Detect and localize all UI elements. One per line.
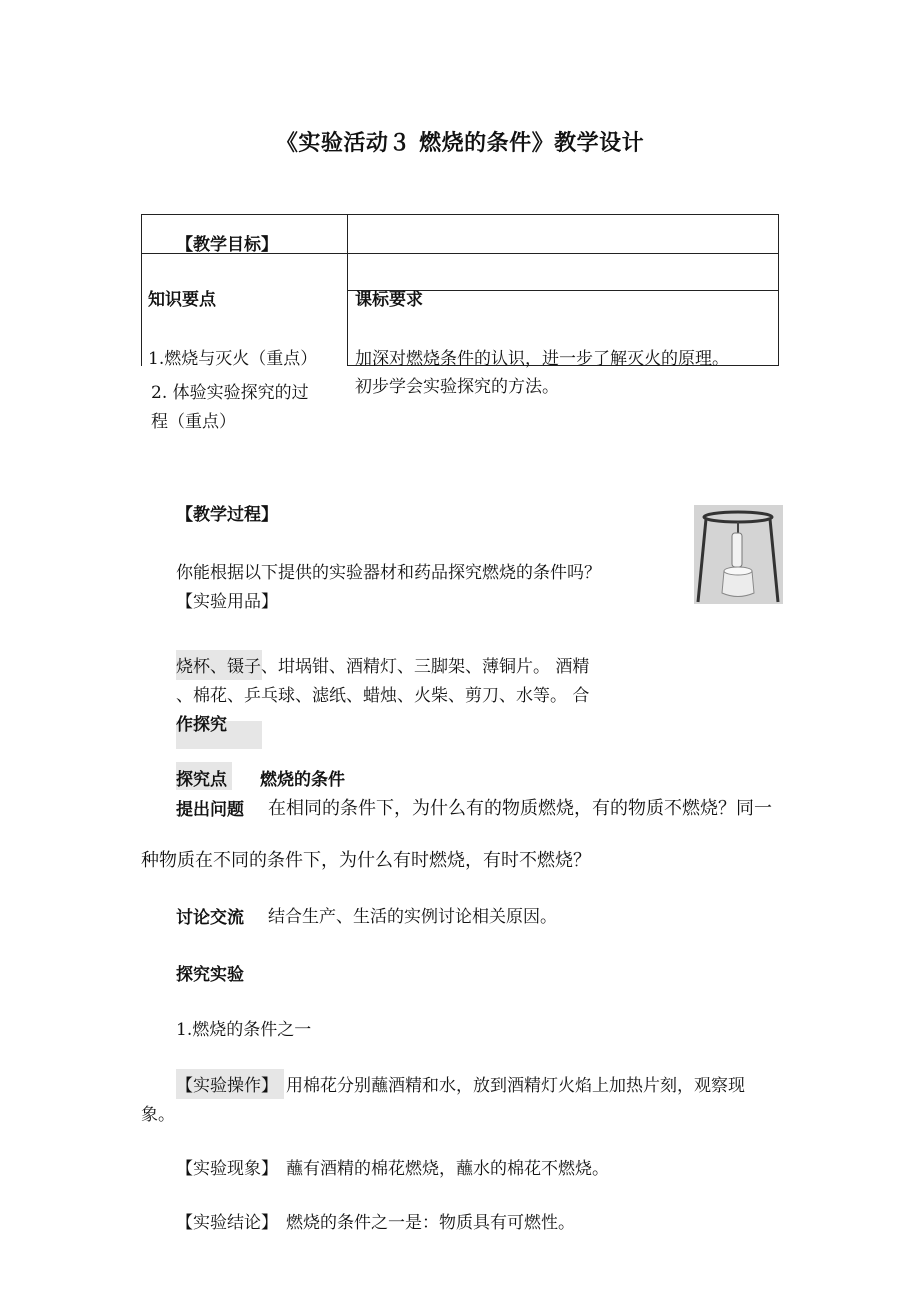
raise-question-line-2: 种物质在不同的条件下，为什么有时燃烧，有时不燃烧？ xyxy=(141,850,591,871)
process-heading: 【教学过程】 xyxy=(176,505,278,525)
tripod-drawing xyxy=(694,505,783,604)
objectives-heading: 【教学目标】 xyxy=(176,235,278,255)
conclusion-text: 燃烧的条件之一是：物质具有可燃性。 xyxy=(286,1213,575,1233)
discuss-label: 讨论交流 xyxy=(176,908,244,928)
inquiry-point-text: 燃烧的条件 xyxy=(260,770,345,790)
supplies-line-3: 作探究 xyxy=(176,715,227,735)
supplies-line-2: 、棉花、乒乓球、滤纸、蜡烛、火柴、剪刀、水等。 合 xyxy=(176,686,590,706)
table-border-top xyxy=(141,214,779,215)
tripod-apparatus-image xyxy=(694,505,783,604)
discuss-text: 结合生产、生活的实例讨论相关原因。 xyxy=(268,907,557,927)
condition-1-heading: 1.燃烧的条件之一 xyxy=(176,1020,312,1040)
process-question: 你能根据以下提供的实验器材和药品探究燃烧的条件吗？ xyxy=(176,563,601,583)
supplies-line-1: 烧杯、镊子、坩埚钳、酒精灯、三脚架、薄铜片。 酒精 xyxy=(176,657,590,677)
table-border-right xyxy=(778,214,779,366)
raise-question-label: 提出问题 xyxy=(176,800,244,820)
phenomenon-label: 【实验现象】 xyxy=(176,1159,278,1179)
knowledge-item-2-line2: 程（重点） xyxy=(151,412,236,432)
operation-text-line-1: 用棉花分别蘸酒精和水，放到酒精灯火焰上加热片刻，观察现 xyxy=(286,1076,745,1096)
requirement-line-2: 初步学会实验探究的方法。 xyxy=(355,377,559,397)
conclusion-label: 【实验结论】 xyxy=(176,1213,278,1233)
experiment-label: 探究实验 xyxy=(176,965,244,985)
phenomenon-text: 蘸有酒精的棉花燃烧，蘸水的棉花不燃烧。 xyxy=(286,1159,609,1179)
table-border-middle xyxy=(347,214,348,366)
operation-text-line-2: 象。 xyxy=(141,1105,175,1125)
table-border-left xyxy=(141,214,142,366)
operation-label: 【实验操作】 xyxy=(176,1076,278,1096)
knowledge-column-header: 知识要点 xyxy=(148,290,216,310)
inquiry-point-label: 探究点 xyxy=(176,770,227,790)
page-title: 《实验活动３ 燃烧的条件》教学设计 xyxy=(275,130,645,156)
supplies-heading: 【实验用品】 xyxy=(176,592,278,612)
requirement-line-1: 加深对燃烧条件的认识，进一步了解灭火的原理。 xyxy=(355,349,729,369)
knowledge-item-2-line1: 2. 体验实验探究的过 xyxy=(151,383,309,403)
knowledge-item-1: 1.燃烧与灭火（重点） xyxy=(148,349,318,369)
raise-question-line-1: 在相同的条件下，为什么有的物质燃烧，有的物质不燃烧？同一 xyxy=(268,798,772,819)
requirement-column-header: 课标要求 xyxy=(355,290,423,310)
